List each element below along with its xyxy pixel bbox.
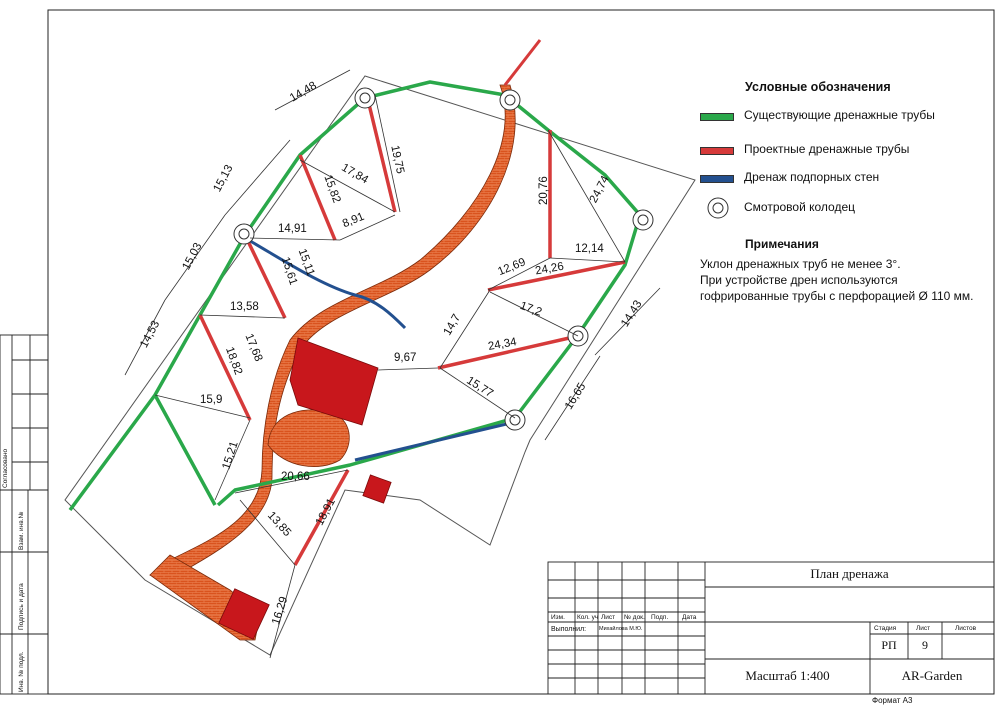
dim-label: 12,69 (496, 256, 528, 279)
dim-label: 18,82 (223, 345, 245, 377)
retaining-drain-2 (355, 422, 515, 460)
dim-label: 15,77 (464, 374, 496, 401)
side-agreed: Согласовано (2, 448, 9, 488)
retaining-drain-swatch (700, 175, 734, 183)
dim-label: 14,91 (278, 223, 307, 235)
dim-label: 14,53 (138, 318, 163, 350)
col-header: Лист (601, 614, 616, 621)
dim-label: 16,29 (270, 595, 291, 627)
performed-name: Михайлова М.Ю. (599, 626, 643, 632)
company-name: AR-Garden (901, 668, 963, 683)
dim-label: 20,76 (538, 176, 550, 205)
dim-label: 8,91 (340, 210, 367, 231)
manhole-2 (500, 90, 520, 110)
dim-label: 14,48 (287, 79, 319, 105)
dim-label: 17,84 (339, 161, 371, 187)
side-inv-orig: Инв. № подл. (18, 651, 25, 692)
legend-label: Смотровой колодец (744, 200, 856, 214)
col-header: Изм. (551, 614, 565, 621)
notes-line: При устройстве дрен используются (700, 273, 898, 287)
dim-label: 24,74 (587, 174, 612, 206)
dim-label: 14,7 (441, 312, 464, 338)
dim-label: 17,2 (518, 299, 544, 319)
scale-label: Масштаб 1:400 (745, 668, 830, 683)
dim-label: 24,26 (534, 260, 565, 278)
dim-label: 15,82 (321, 173, 343, 205)
sheet-header: Лист (916, 625, 931, 632)
dim-label: 24,34 (487, 336, 518, 353)
side-sign-date: Подпись и дата (18, 583, 25, 630)
dim-label: 18,91 (313, 496, 338, 528)
legend-label: Проектные дренажные трубы (744, 142, 910, 156)
dim-label: 15,11 (295, 247, 317, 278)
dim-label: 15,03 (180, 240, 205, 272)
dim-label: 15,13 (211, 162, 236, 194)
col-header: Подп. (651, 614, 669, 621)
dim-label: 15,9 (200, 394, 223, 406)
manhole-1 (355, 88, 375, 108)
path-end-line (505, 40, 540, 85)
terrace-oval (268, 410, 349, 467)
drawing-title: План дренажа (810, 566, 889, 581)
manhole-3 (633, 210, 653, 230)
dim-label: 13,58 (230, 301, 259, 313)
dim-label: 13,85 (264, 509, 294, 540)
existing-drain-west (70, 235, 245, 510)
dim-label: 15,21 (220, 439, 241, 472)
col-header: Кол. уч (577, 614, 599, 621)
manhole-6 (234, 224, 254, 244)
legend-label: Существующие дренажные трубы (744, 108, 935, 122)
dim-label: 15,61 (278, 255, 300, 287)
dim-label: 17,68 (242, 332, 265, 364)
stage-header: Стадия (874, 625, 897, 632)
format-label: Формат А3 (872, 696, 913, 705)
col-header: № док. (624, 614, 645, 621)
dim-label: 20,66 (281, 471, 310, 483)
dim-label: 19,75 (388, 144, 407, 175)
existing-drain-swatch (700, 113, 734, 121)
existing-drain-branch (155, 395, 215, 505)
performed-label: Выполнил: (551, 626, 587, 633)
sheet-value: 9 (922, 638, 928, 652)
notes-title: Примечания (745, 237, 819, 251)
sheets-header: Листов (955, 625, 977, 632)
dim-label: 16,65 (563, 381, 589, 412)
manhole-circle-icon (706, 196, 730, 220)
legend-label: Дренаж подпорных стен (744, 170, 880, 184)
dim-label: 14,43 (619, 298, 645, 330)
notes (700, 237, 974, 304)
col-header: Дата (682, 614, 697, 621)
shed (363, 475, 391, 503)
stage-value: РП (881, 638, 897, 652)
dim-label: 12,14 (575, 243, 604, 255)
side-inv-replaced: Взам. инв.№ (18, 511, 25, 550)
notes-line: Уклон дренажных труб не менее 3°. (700, 257, 901, 271)
notes-line: гофрированные трубы с перфорацией Ø 110 мм. (700, 289, 974, 303)
dim-label: 9,67 (394, 352, 417, 364)
projected-drain-swatch (700, 147, 734, 155)
legend-title: Условные обозначения (745, 80, 891, 94)
